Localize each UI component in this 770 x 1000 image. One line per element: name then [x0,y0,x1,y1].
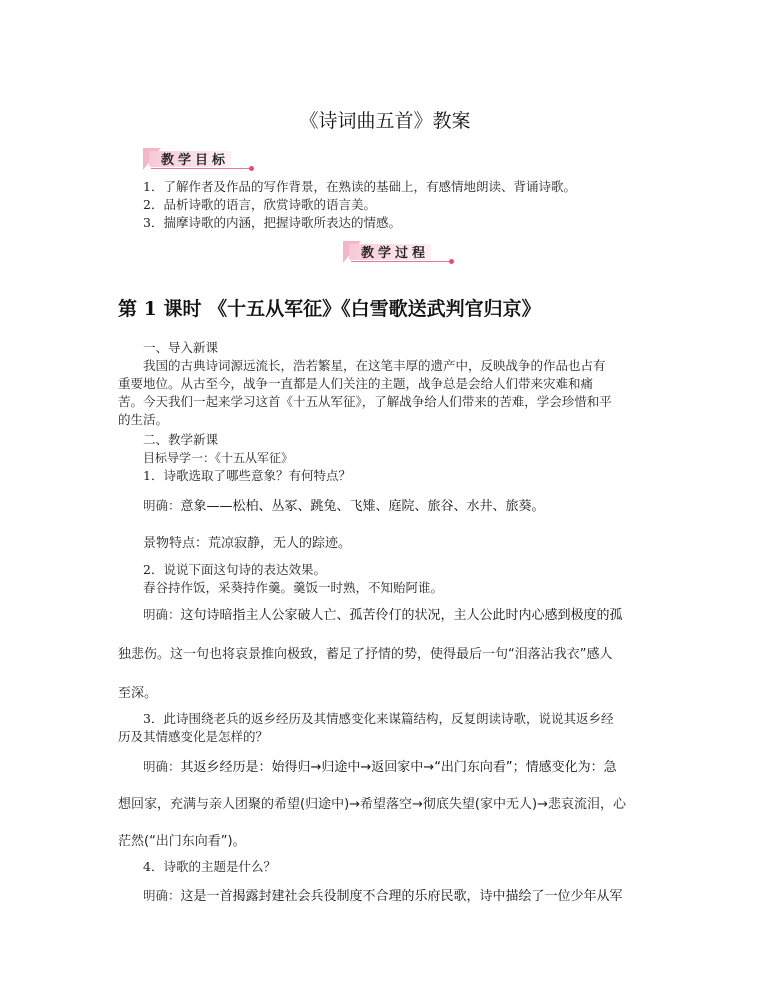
page-title: 《诗词曲五首》教案 [299,110,471,132]
answer-text: 景物特点：荒凉寂静，无人的踪迹。 [143,536,352,551]
answer-text: 意象——松柏、丛冢、跳兔、飞雉、庭院、旅谷、水井、旅葵。 [180,499,545,514]
question-line: 历及其情感变化是怎样的？ [118,729,269,744]
intro-line: 我国的古典诗词源远流长，浩若繁星，在这笔丰厚的遗产中，反映战争的作品也占有 [143,358,606,373]
goal-item: 2．品析诗歌的语言，欣赏诗歌的语言美。 [143,197,376,212]
banner-label: 教学目标 [161,153,230,168]
answer-text: 茫然(“出门东向看”)。 [118,834,246,849]
section-heading: 二、教学新课 [143,432,219,447]
banner-underline [351,261,453,262]
banner-dot-icon [449,259,454,264]
section-banner-process [343,241,458,263]
intro-paragraph [118,357,658,429]
intro-line: 重要地位。从古至今，战争一直都是人们关注的主题，战争总是会给人们带来灾难和痛 [118,376,594,391]
answer-text: 独悲伤。这一句也将哀景推向极致，蓄足了抒情的势，使得最后一句“泪落沾我衣”感人 [118,647,613,662]
target-heading: 目标导学一：《十五从军征》 [143,451,294,465]
answer-text: 想回家，充满与亲人团聚的希望(归途中)→希望落空→彻底失望(家中无人)→悲哀流泪，心 [118,797,626,812]
goal-item: 3．揣摩诗歌的内涵，把握诗歌所表达的情感。 [143,215,401,230]
question [118,710,658,746]
banner-underline [151,168,253,169]
section-banner-goals [143,148,258,170]
answer-text: 这句诗暗指主人公家破人亡、孤苦伶仃的状况，主人公此时内心感到极度的孤 [180,608,623,623]
answer-text: 至深。 [118,686,158,701]
question: 4．诗歌的主题是什么？ [143,859,276,874]
answer [143,885,623,904]
answer [143,495,545,514]
banner-label: 教学过程 [361,246,430,261]
question: 2．说说下面这句诗的表达效果。 [143,562,326,577]
banner-dot-icon [249,166,254,171]
answer-text: 其返乡经历是：始得归→归途中→返回家中→“出门东向看”；情感变化为：急 [180,760,617,775]
answer [143,756,617,775]
question: 1．诗歌选取了哪些意象？有何特点？ [143,468,351,483]
answer-label: 明确： [143,888,181,903]
question-line: 3．此诗围绕老兵的返乡经历及其情感变化来谋篇结构，反复朗读诗歌，说说其返乡经 [143,711,614,726]
goal-list [143,178,576,232]
answer-text: 这是一首揭露封建社会兵役制度不合理的乐府民歌，诗中描绘了一位少年从军 [180,889,623,904]
goal-item: 1．了解作者及作品的写作背景，在熟读的基础上，有感情地朗读、背诵诗歌。 [143,179,576,194]
intro-line: 的生活。 [118,412,169,427]
answer-label: 明确： [143,759,181,774]
answer-label: 明确： [143,607,181,622]
answer [143,604,623,623]
intro-line: 苦。今天我们一起来学习这首《十五从军征》，了解战争给人们带来的苦难，学会珍惜和平 [118,394,612,409]
poem-line: 春谷持作饭，采葵持作羹。羹饭一时熟，不知贻阿谁。 [143,580,444,595]
lesson-heading: 第 1 课时 《十五从军征》《白雪歌送武判官归京》 [118,298,541,320]
section-heading: 一、导入新课 [143,340,219,355]
answer-label: 明确： [143,498,181,513]
